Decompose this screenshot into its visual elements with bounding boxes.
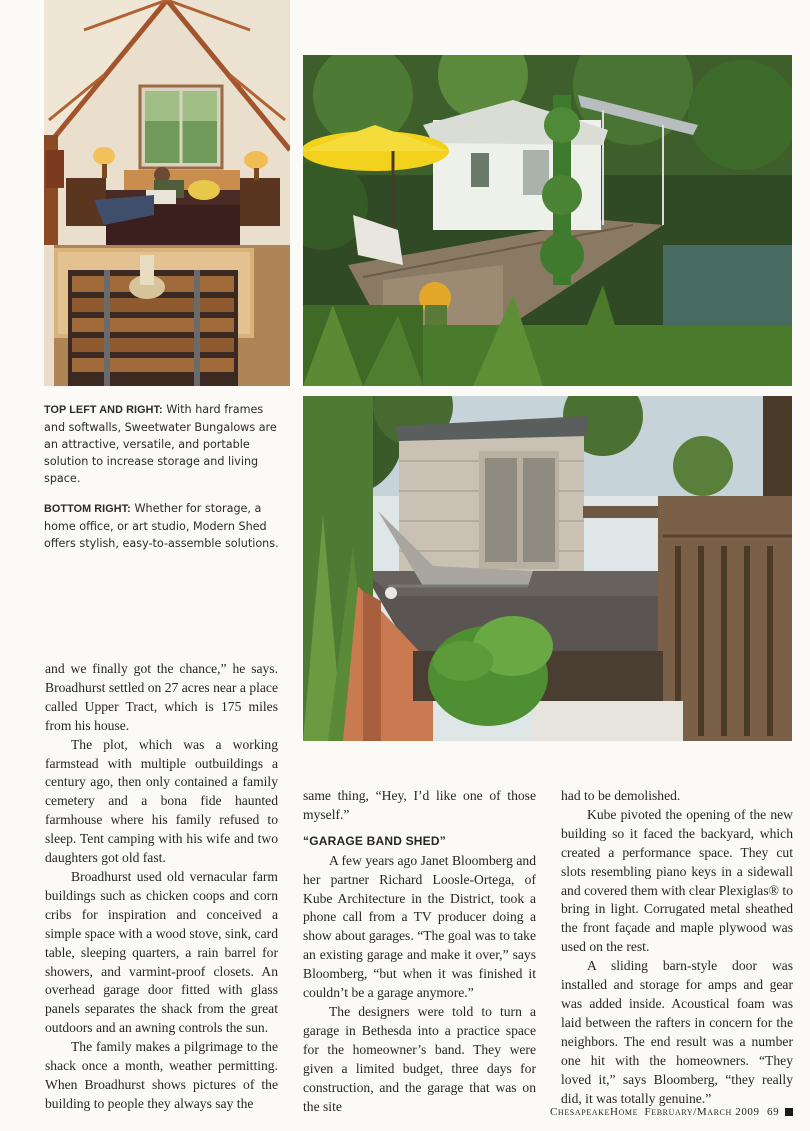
footer-issue: February/March 2009 [644,1106,760,1118]
end-mark-icon [785,1108,793,1116]
caption-top [44,401,280,487]
section-heading: “GARAGE BAND SHED” [303,833,446,848]
caption-top-label: TOP LEFT AND RIGHT: [44,404,163,416]
caption-bottom-text: Whether for storage, a home office, or art studio, Modern Shed offers stylish, easy-to-assemble solutions. [44,502,279,550]
col1-paragraph-4: The family makes a pilgrimage to the shack once a month, weather permitting. When Broadhurst shows pictures of the building to people they always say the [45,1039,278,1111]
col3-paragraph-2: Kube pivoted the opening of the new building so it faced the backyard, which created a performance space. They cut slots resembling piano keys in a sidewall and covered them with clear Plexiglas® to bring in light. Corrugated metal sheathed the front façade and maple plywood was used on the rest. [561,806,793,955]
col2-paragraph-1: same thing, “Hey, I’d like one of those myself.” [303,788,536,822]
col2-paragraph-2: A few years ago Janet Bloomberg and her partner Richard Loosle-Ortega, of Kube Architecture in the District, took a phone call from a TV producer doing a show about garages. “The goal was to take an existing garage and make it over,” says Bloomberg, “but when it was finished it couldn’t be a garage anymore.” [303,852,536,1001]
caption-top-text: With hard frames and softwalls, Sweetwater Bungalows are an attractive, versatile, and portable solution to increase storage and living space. [44,403,277,485]
bungalow-interior-photo [44,0,290,386]
caption-bottom-label: BOTTOM RIGHT: [44,503,131,515]
photo-captions [44,401,280,562]
col3-paragraph-1: had to be demolished. [561,788,681,803]
col2-paragraph-3: The designers were told to turn a garage in Bethesda into a practice space for the homeowner’s band. They were given a limited budget, three days for construction, and the garage that was on the site [303,1003,536,1114]
footer-page-number: 69 [766,1106,780,1118]
article-column-2 [303,787,536,1116]
col1-paragraph-3: Broadhurst used old vernacular farm buildings such as chicken coops and corn cribs for inspiration and conceived a simple space with a wood stove, sink, card table, sleeping quarters, a rain barrel for showers, and varmint-proof closets. An overhead garage door fitted with glass panels separates the shack from the great outdoors and an awning controls the sun. [45,868,278,1036]
bungalow-garden-photo [303,55,792,386]
col3-paragraph-3: A sliding barn-style door was installed and storage for amps and gear was added inside. Acoustical foam was laid between the rafters in concern for the neighbors. The end result was a number one hit with the homeowners. “They loved it,” says Bloomberg, “they really did, it was totally genuine.” [561,958,793,1106]
article-column-3 [561,787,793,1108]
modern-shed-photo [303,396,792,741]
article-column-1 [45,660,278,1114]
page-footer [550,1106,793,1118]
footer-magazine: ChesapeakeHome [550,1106,639,1118]
col1-paragraph-2: The plot, which was a working farmstead with multiple outbuildings a century ago, then only contained a family cemetery and a bona fide haunted farmhouse where his family refused to sleep. Tent camping with his wife and two daughters got old fast. [45,736,278,866]
col1-paragraph-1: and we finally got the chance,” he says. Broadhurst settled on 27 acres near a place called Upper Tract, which is 175 miles from his house. [45,661,278,733]
caption-bottom [44,500,280,552]
